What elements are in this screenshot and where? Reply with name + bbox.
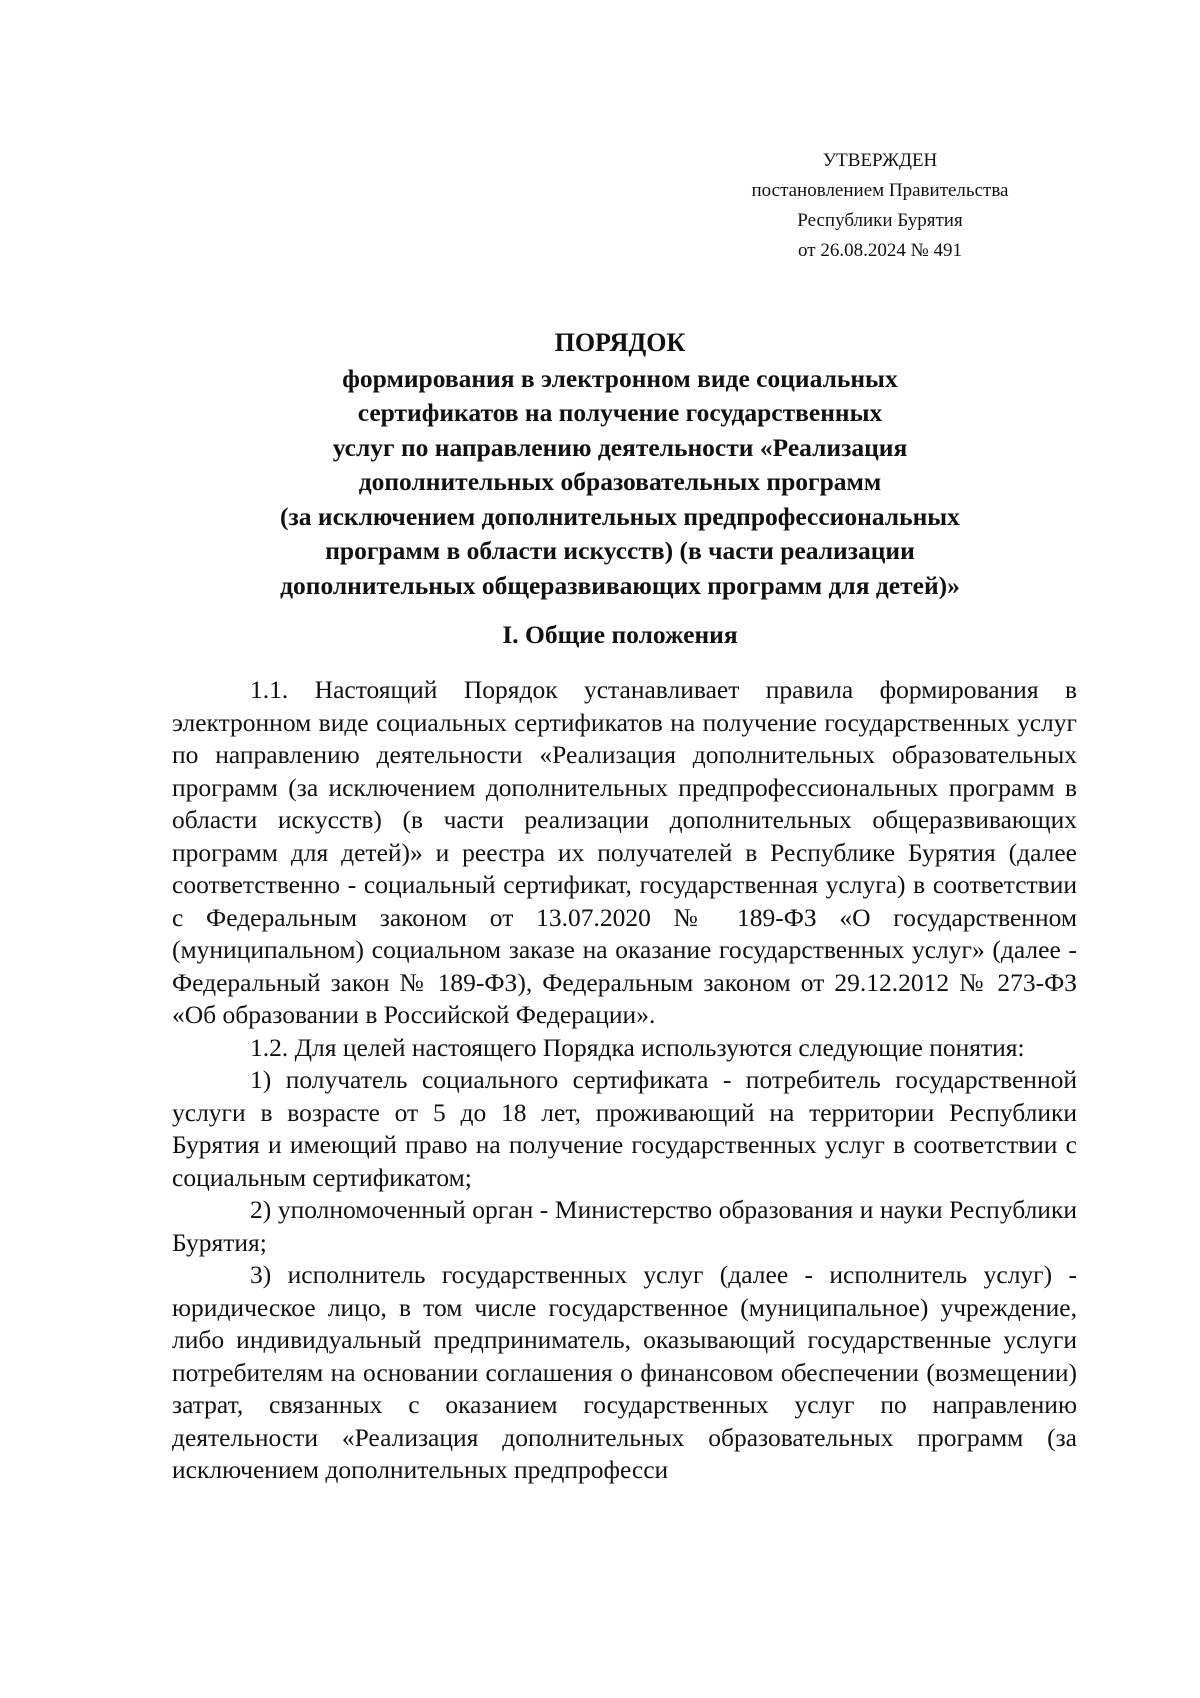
document-title-main: ПОРЯДОК [554,328,686,357]
document-body [172,674,1077,1487]
definition-item-2: 2) уполномоченный орган - Министерство образования и науки Республики Бурятия; [172,1195,1077,1257]
approval-stamp [700,146,1060,266]
document-title-line: дополнительных образовательных программ [358,467,882,496]
paragraph-1-2: 1.2. Для целей настоящего Порядка используются следующие понятия: [250,1032,1025,1062]
definition-item-1: 1) получатель социального сертификата - потребитель государственной услуги в возрасте от 5 до 18 лет, проживающий на территории Республики Бурятия и имеющий право на получение государственных услуг в соответствии с социальным сертификатом; [172,1065,1077,1192]
document-title-line: формирования в электронном виде социальных [342,363,898,393]
document-title-line: сертификатов на получение государственных [357,398,883,427]
document-title-line: программ в области искусств) (в части реализации [325,536,915,565]
document-title-line: (за исключением дополнительных предпрофессиональных [280,501,960,531]
approval-decree: постановлением Правительства [751,180,1009,201]
section-heading: I. Общие положения [502,620,738,649]
approval-republic: Республики Бурятия [797,210,963,231]
document-title [160,326,1080,603]
approval-title: УТВЕРЖДЕН [822,150,938,171]
document-title-line: дополнительных общеразвивающих программ для детей)» [280,570,960,600]
paragraph-1-1: 1.1. Настоящий Порядок устанавливает правила формирования в электронном виде социальных сертификатов на получение государственных услуг по направлению деятельности «Реализация дополнительных образовательных программ (за исключением дополнительных предпрофессиональных программ в области искусств) (в части реализации дополнительных общеразвивающих программ для детей)» и реестра их получателей в Республике Бурятия (далее соответственно - социальный сертификат, государственная услуга) в соответствии с Федеральным законом от 13.07.2020 № 189-ФЗ «О государственном (муниципальном) социальном заказе на оказание государственных услуг» (далее - Федеральный закон № 189-ФЗ), Федеральным законом от 29.12.2012 № 273-ФЗ «Об образовании в Российской Федерации». [172,675,1077,1029]
document-title-line: услуг по направлению деятельности «Реализация [332,432,908,462]
definition-item-3: 3) исполнитель государственных услуг (далее - исполнитель услуг) - юридическое лицо, в том числе государственное (муниципальное) учреждение, либо индивидуальный предприниматель, оказывающий государственные услуги потребителям на основании соглашения о финансовом обеспечении (возмещении) затрат, связанных с оказанием государственных услуг по направлению деятельности «Реализация дополнительных образовательных программ (за исключением дополнительных предпрофесси [172,1260,1077,1484]
approval-date-number: от 26.08.2024 № 491 [798,240,962,261]
